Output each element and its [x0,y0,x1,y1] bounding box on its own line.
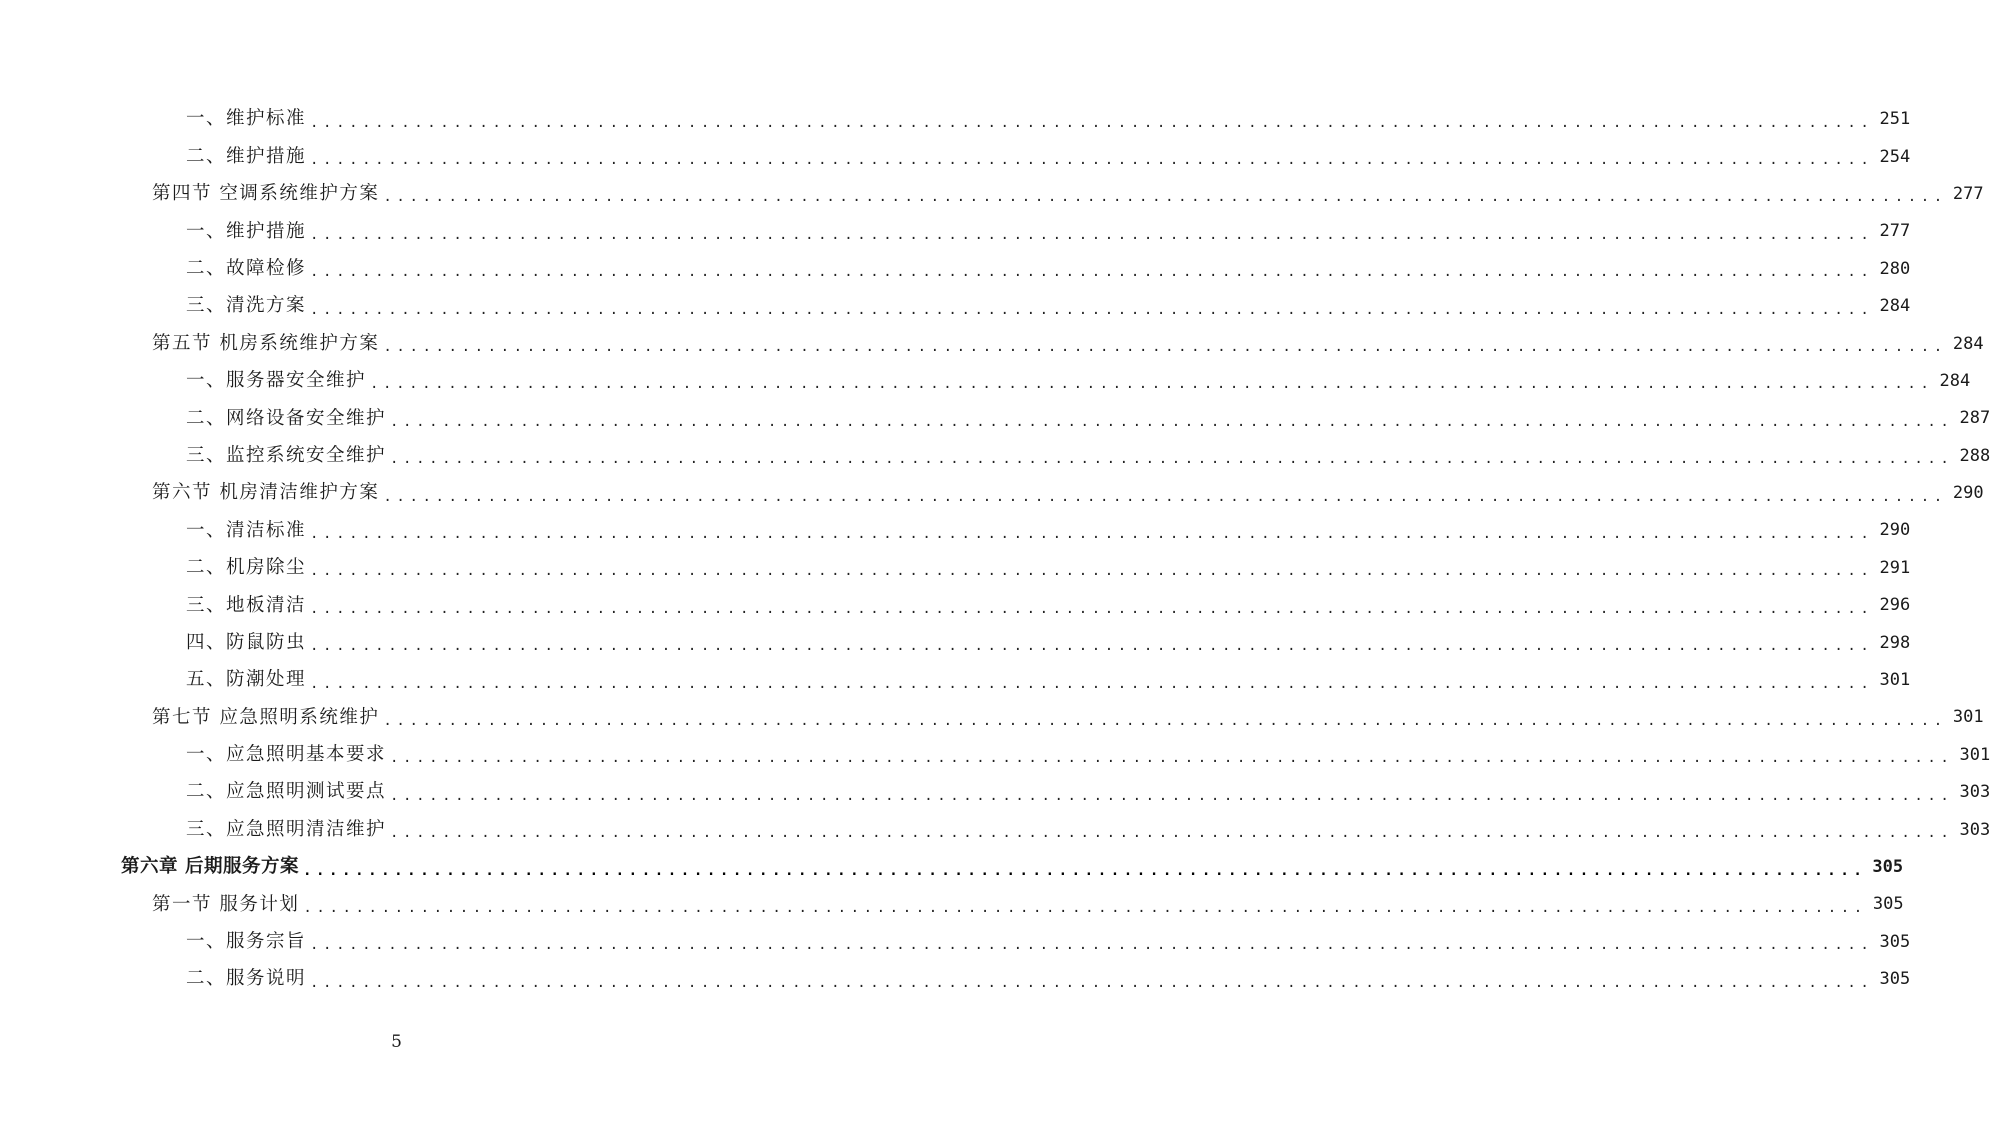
toc-entry[interactable] [0,213,1911,250]
toc-entry-title: 第六章 后期服务方案 [121,856,299,878]
toc-entry-page: 288 [1959,445,1990,466]
toc-entry-page: 301 [1959,744,1990,765]
dot-leader: ........................................................................................................................ [390,750,1954,767]
dot-leader: ........................................................................................................................ [303,899,1867,916]
toc-entry-page: 298 [1879,632,1911,653]
toc-entry[interactable] [0,961,1911,998]
toc-entry-title: 第四节 空调系统维护方案 [152,183,380,205]
toc-entry-title: 第一节 服务计划 [152,893,300,915]
toc-entry-title: 二、网络设备安全维护 [186,407,387,429]
toc-entry-page: 305 [1879,969,1911,990]
dot-leader: ........................................................................................................................ [310,301,1874,318]
dot-leader: ........................................................................................................................ [383,189,1947,206]
toc-entry[interactable] [0,924,1911,961]
toc-entry-title: 一、服务宗旨 [186,931,307,953]
toc-entry-title: 二、维护措施 [186,145,307,167]
dot-leader: ........................................................................................................................ [310,114,1874,131]
toc-entry-page: 305 [1872,894,1904,915]
toc-entry[interactable] [0,363,1971,400]
toc-entry-page: 303 [1959,782,1990,803]
toc-entry-page: 287 [1959,408,1990,429]
toc-entry[interactable] [0,101,1911,138]
dot-leader: ........................................................................................................................ [390,787,1954,804]
toc-entry-title: 一、清洁标准 [186,519,307,541]
dot-leader: ........................................................................................................................ [310,264,1874,281]
toc-entry[interactable] [0,288,1911,325]
toc-entry-title: 一、服务器安全维护 [186,370,367,392]
toc-entry-page: 251 [1879,109,1911,130]
toc-entry-title: 二、服务说明 [186,968,307,990]
toc-entry-page: 284 [1952,333,1984,354]
toc-entry-page: 277 [1879,221,1911,242]
toc-entry-page: 280 [1879,258,1911,279]
toc-entry[interactable] [0,699,1984,736]
toc-entry-page: 290 [1879,520,1911,541]
toc-entry-title: 三、地板清洁 [186,594,307,616]
toc-entry[interactable] [0,251,1911,288]
toc-entry[interactable] [0,475,1984,512]
toc-entry-title: 四、防鼠防虫 [186,631,307,653]
toc-entry-title: 第五节 机房系统维护方案 [152,332,380,354]
dot-leader: ........................................................................................................................ [310,226,1874,243]
toc-entry-page: 290 [1952,483,1984,504]
toc-entry-title: 一、维护标准 [186,108,307,130]
toc-entry[interactable] [0,849,1904,886]
toc-entry[interactable] [0,811,1990,848]
dot-leader: ........................................................................................................................ [302,862,1867,879]
dot-leader: ........................................................................................................................ [310,152,1874,169]
toc-entry-page: 284 [1939,370,1971,391]
toc-entry[interactable] [0,512,1911,549]
toc-entry[interactable] [0,886,1904,923]
toc-entry-title: 一、应急照明基本要求 [186,744,387,766]
toc-entry-page: 296 [1879,595,1911,616]
toc-entry[interactable] [0,624,1911,661]
dot-leader: ........................................................................................................................ [390,451,1954,468]
toc-entry-page: 305 [1879,931,1911,952]
toc-entry[interactable] [0,438,1990,475]
toc-entry-title: 一、维护措施 [186,220,307,242]
toc-entry-title: 第七节 应急照明系统维护 [152,706,380,728]
dot-leader: ........................................................................................................................ [383,339,1947,356]
toc-entry-page: 291 [1879,557,1911,578]
toc-entry-page: 305 [1872,857,1904,877]
dot-leader: ........................................................................................................................ [390,413,1954,430]
toc-entry-title: 第六节 机房清洁维护方案 [152,482,380,504]
dot-leader: ........................................................................................................................ [310,525,1874,542]
toc-entry[interactable] [0,138,1911,175]
dot-leader: ........................................................................................................................ [370,376,1934,393]
toc-entry[interactable] [0,400,1990,437]
table-of-contents [0,101,1990,998]
toc-entry-page: 303 [1959,819,1990,840]
toc-entry[interactable] [0,774,1990,811]
toc-entry-title: 三、应急照明清洁维护 [186,818,387,840]
toc-entry[interactable] [0,550,1911,587]
toc-entry[interactable] [0,587,1911,624]
toc-entry-title: 二、故障检修 [186,258,307,279]
toc-entry-title: 三、清洗方案 [186,295,307,317]
toc-entry-page: 277 [1952,183,1984,204]
dot-leader: ........................................................................................................................ [390,825,1954,842]
toc-entry-page: 301 [1879,670,1911,691]
dot-leader: ........................................................................................................................ [310,974,1874,991]
toc-entry[interactable] [0,662,1911,699]
page-number: 5 [391,1032,402,1052]
dot-leader: ........................................................................................................................ [310,937,1874,954]
dot-leader: ........................................................................................................................ [383,488,1947,505]
toc-entry-title: 二、机房除尘 [186,557,307,579]
dot-leader: ........................................................................................................................ [310,638,1874,655]
toc-entry-page: 301 [1952,707,1984,728]
toc-entry-title: 三、监控系统安全维护 [186,444,387,466]
toc-entry[interactable] [0,737,1990,774]
toc-entry-title: 五、防潮处理 [186,669,307,691]
dot-leader: ........................................................................................................................ [383,712,1947,729]
toc-entry[interactable] [0,325,1984,362]
toc-entry-page: 254 [1879,146,1911,167]
dot-leader: ........................................................................................................................ [310,675,1874,692]
dot-leader: ........................................................................................................................ [310,600,1874,617]
dot-leader: ........................................................................................................................ [310,563,1874,580]
toc-entry-page: 284 [1879,296,1911,317]
toc-entry-title: 二、应急照明测试要点 [186,781,387,803]
toc-entry[interactable] [0,176,1984,213]
